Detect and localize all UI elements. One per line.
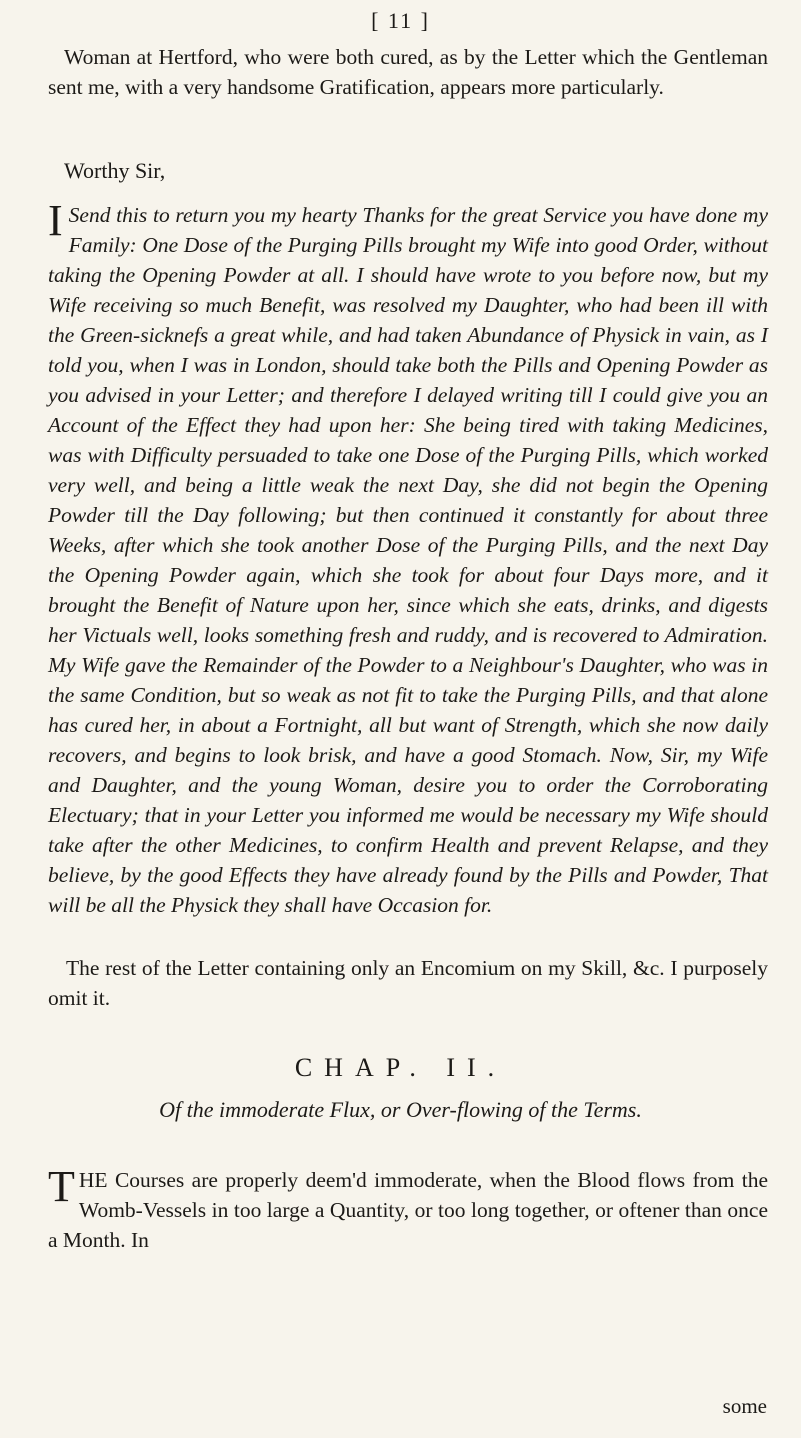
letter-text: Send this to return you my hearty Thanks for the great Service you have done my Family: One Dose of the Purging Pills brought my Wife into good Order, without taking the Opening Powder at all. I should have wrote to you before now, but my Wife receiving so much Benefit, was resolved my Daughter, who had been ill with the Green-sicknefs a great while, and had taken Abundance of Physick in vain, as I told you, when I was in London, should take both the Pills and Opening Powder as you advised in your Letter; and therefore I delayed writing till I could give you an Account of the Effect they had upon her: She being tired with taking Medicines, was with Difficulty persuaded to take one Dose of the Purging Pills, which worked very well, and being a little weak the next Day, she did not begin the Opening Powder till the Day following; but then continued it constantly for about three Weeks, after which she took another Dose of the Purging Pills, and the next Day the Opening Powder again, which she took for about four Days more, and it brought the Benefit of Nature upon her, since which she eats, drinks, and digests her Victuals well, looks something fresh and ruddy, and is recovered to Admiration. My Wife gave the Remainder of the Powder to a Neighbour's Daughter, who was in the same Condition, but so weak as not fit to take the Purging Pills, and that alone has cured her, in about a Fortnight, all but want of Strength, which she now daily recovers, and begins to look brisk, and have a good Stomach. Now, Sir, my Wife and Daughter, and the young Woman, desire you to order the Corroborating Electuary; that in your Letter you informed me would be necessary my Wife should take after the other Medicines, to confirm Health and prevent Relapse, and they believe, by the good Effects they have already found by the Pills and Powder, That will be all the Physick they shall have Occasion for. <box>48 203 768 917</box>
chapter-subtitle: Of the immoderate Flux, or Over-flowing of the Terms. <box>159 1097 642 1122</box>
letter-salutation: Worthy Sir, <box>64 158 166 183</box>
drop-cap-initial-chapter: T <box>48 1162 75 1211</box>
intro-paragraph: Woman at Hertford, who were both cured, as by the Letter which the Gentleman sent me, with a very handsome Gratification, appears more particularly. <box>48 45 768 99</box>
drop-cap-initial: I <box>48 196 63 245</box>
catchword: some <box>722 1394 767 1418</box>
chapter-heading: CHAP. II. <box>294 1053 507 1082</box>
rest-of-letter-note: The rest of the Letter containing only an Encomium on my Skill, &c. I purposely omit it. <box>48 956 768 1010</box>
chapter-body-text: HE Courses are properly deem'd immoderate, when the Blood flows from the Womb-Vessels in too large a Quantity, or too long together, or oftener than once a Month. In <box>48 1168 768 1252</box>
letter-body <box>48 196 768 920</box>
chapter-body <box>48 1162 768 1255</box>
page-number: [ 11 ] <box>371 8 430 33</box>
